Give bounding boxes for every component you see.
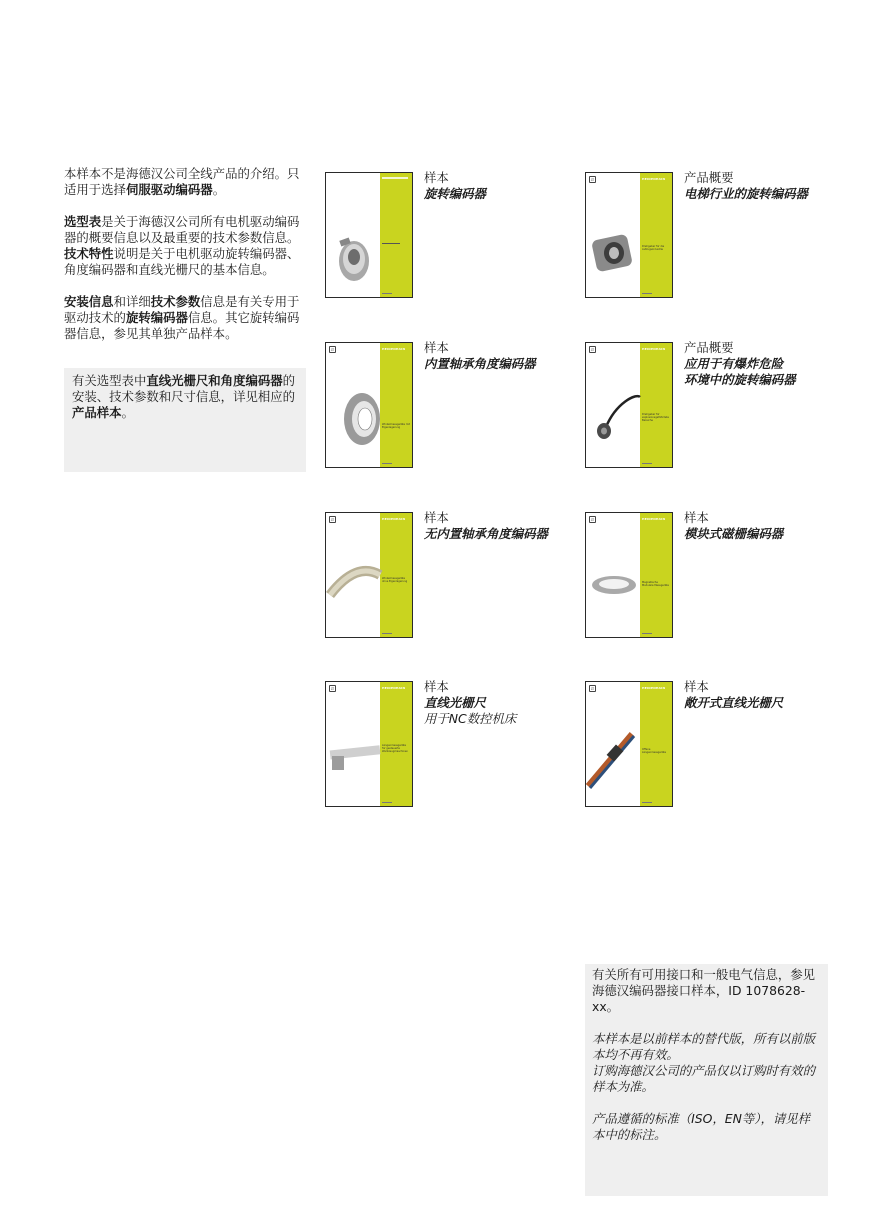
catalog-subtitle: 用于NC数控机床: [424, 711, 517, 726]
heidenhain-logo-icon: ∅: [590, 686, 595, 691]
catalog-label: [424, 510, 548, 542]
cover-brand: HEIDENHAIN: [642, 517, 666, 521]
note-box: [64, 368, 306, 472]
cover-brand: HEIDENHAIN: [642, 177, 666, 181]
encoder-image: [586, 173, 672, 297]
info-supersedes: 本样本是以前样本的替代版，所有以前版本均不再有效。 订购海德汉公司的产品仅以订购时有效的样本为准。: [592, 1031, 816, 1094]
encoder-image: [326, 682, 412, 806]
catalog-linear-encoders-nc[interactable]: [325, 681, 575, 811]
encoder-image: [586, 513, 672, 637]
catalog-label: [684, 510, 783, 542]
catalog-rotary-encoders[interactable]: [325, 172, 575, 302]
note-text: 有关选型表中直线光栅尺和角度编码器的安装、技术参数和尺寸信息，详见相应的产品样本。: [72, 373, 296, 420]
catalog-name: 敞开式直线光栅尺: [684, 695, 784, 710]
intro-text: [64, 166, 304, 358]
cover-title: Drehgeber für explosionsgefährdete Bereiche: [642, 413, 669, 422]
catalog-kind: 样本: [424, 679, 449, 694]
cover-title: Winkelmessgeräte ohne Eigenlagerung: [382, 577, 408, 583]
catalog-label: [684, 340, 796, 388]
catalog-cover: [325, 512, 413, 638]
info-box: [585, 964, 828, 1196]
catalog-label: [424, 170, 486, 202]
catalog-angle-encoders-without-bearing[interactable]: [325, 512, 575, 642]
catalog-cover: [585, 342, 673, 468]
catalog-label: [684, 170, 808, 202]
intro-paragraph-3: 安装信息和详细技术参数信息是有关专用于驱动技术的旋转编码器信息。其它旋转编码器信息，参见其单独产品样本。: [64, 294, 300, 341]
intro-paragraph-1: 本样本不是海德汉公司全线产品的介绍。只适用于选择伺服驱动编码器。: [64, 166, 300, 197]
heidenhain-logo-icon: ∅: [590, 517, 595, 522]
catalog-name-line2: 环境中的旋转编码器: [684, 372, 796, 387]
catalog-kind: 样本: [684, 510, 709, 525]
catalog-label: [424, 679, 516, 727]
info-text: [585, 964, 828, 1143]
encoder-image: [326, 513, 412, 637]
cover-brand: HEIDENHAIN: [382, 686, 406, 690]
catalog-modular-magnetic-encoders[interactable]: [585, 512, 835, 642]
cover-title: Magnetische Modulare Messgeräte: [642, 581, 669, 587]
catalog-kind: 样本: [424, 340, 449, 355]
catalog-cover: [325, 342, 413, 468]
catalog-explosion-proof-encoders[interactable]: [585, 342, 835, 472]
catalog-name: 旋转编码器: [424, 186, 486, 201]
catalog-name: 电梯行业的旋转编码器: [684, 186, 808, 201]
heidenhain-logo-icon: ∅: [330, 686, 335, 691]
catalog-kind: 样本: [684, 679, 709, 694]
catalog-kind: 产品概要: [684, 340, 734, 355]
catalog-cover: [325, 681, 413, 807]
cover-title: Drehgeber für die Aufzugsindustrie: [642, 245, 665, 251]
catalog-name: 无内置轴承角度编码器: [424, 526, 548, 541]
cover-brand: HEIDENHAIN: [382, 517, 406, 521]
catalog-kind: 样本: [424, 170, 449, 185]
catalog-label: [424, 340, 536, 372]
cover-brand: HEIDENHAIN: [642, 686, 666, 690]
encoder-image: [586, 682, 672, 806]
heidenhain-logo-icon: ∅: [330, 517, 335, 522]
encoder-image: [586, 343, 672, 467]
catalog-name: 内置轴承角度编码器: [424, 356, 536, 371]
catalog-name: 模块式磁栅编码器: [684, 526, 784, 541]
catalog-name: 应用于有爆炸危险: [684, 356, 784, 371]
catalog-elevator-encoders[interactable]: [585, 172, 835, 302]
encoder-image: [326, 343, 412, 467]
catalog-exposed-linear-encoders[interactable]: [585, 681, 835, 811]
info-standards: 产品遵循的标准（ISO，EN等），请见样本中的标注。: [592, 1111, 811, 1142]
catalog-cover: [585, 681, 673, 807]
catalog-cover: [325, 172, 413, 298]
heidenhain-logo-icon: ∅: [590, 177, 595, 182]
cover-brand: HEIDENHAIN: [642, 347, 666, 351]
catalog-kind: 产品概要: [684, 170, 734, 185]
catalog-cover: [585, 512, 673, 638]
heidenhain-logo-icon: ∅: [330, 347, 335, 352]
cover-title: Längenmessgeräte für gesteuerte Werkzeugmaschinen: [382, 744, 408, 753]
encoder-image: [326, 173, 412, 297]
catalog-angle-encoders-integral-bearing[interactable]: [325, 342, 575, 472]
cover-title: Offene Längenmessgeräte: [642, 748, 667, 754]
cover-brand: HEIDENHAIN: [382, 347, 406, 351]
catalog-cover: [585, 172, 673, 298]
catalog-label: [684, 679, 783, 711]
cover-title: Winkelmessgeräte mit Eigenlagerung: [382, 423, 410, 429]
catalog-kind: 样本: [424, 510, 449, 525]
info-interfaces: 有关所有可用接口和一般电气信息，参见海德汉编码器接口样本，ID 1078628-xx。: [592, 967, 816, 1014]
catalog-name: 直线光栅尺: [424, 695, 486, 710]
intro-paragraph-2: 选型表是关于海德汉公司所有电机驱动编码器的概要信息以及最重要的技术参数信息。技术特性说明是关于电机驱动旋转编码器、角度编码器和直线光栅尺的基本信息。: [64, 214, 300, 277]
heidenhain-logo-icon: ∅: [590, 347, 595, 352]
